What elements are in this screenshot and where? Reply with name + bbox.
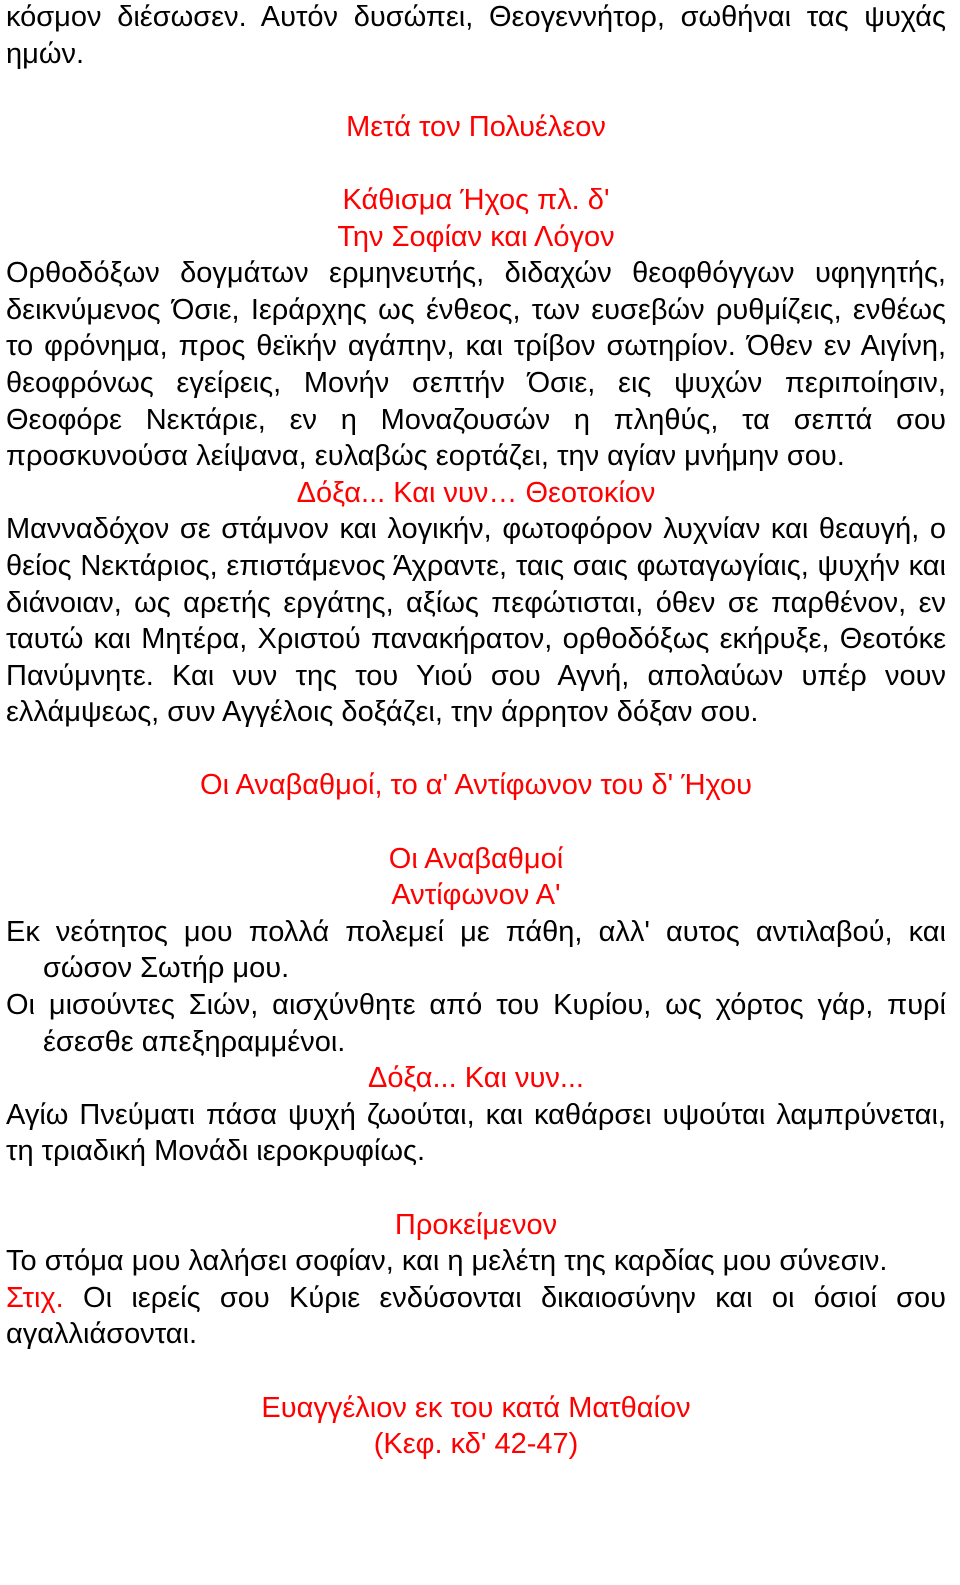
gospel-heading: Ευαγγέλιον εκ του κατά Ματθαίον bbox=[261, 1391, 691, 1424]
top-paragraph: κόσμον διέσωσεν. Αυτόν δυσώπει, Θεογεννήτορ, σωθήναι τας ψυχάς ημών. bbox=[6, 1, 946, 70]
kathisma-melody: Την Σοφίαν και Λόγον bbox=[337, 220, 615, 253]
gospel-reference: (Κεφ. κδ' 42-47) bbox=[373, 1428, 579, 1461]
spacer bbox=[6, 145, 946, 182]
stich-label: Στιχ. bbox=[6, 1281, 64, 1314]
antiphon-doxa-text: Αγίω Πνεύματι πάσα ψυχή ζωούται, και καθάρσει υψούται λαμπρύνεται, τη τριαδική Μονάδι ιεροκρυφίως. bbox=[6, 1098, 946, 1168]
spacer bbox=[6, 1353, 946, 1390]
doxa-kai-nyn-heading: Δόξα... Και νυν... bbox=[368, 1062, 584, 1095]
antiphon-verse-1: Εκ νεότητος μου πολλά πολεμεί με πάθη, αλλ' αυτος αντιλαβού, και σώσον Σωτήρ μου. bbox=[6, 915, 946, 985]
anavathmoi-heading: Οι Αναβαθμοί bbox=[388, 842, 564, 875]
document-page bbox=[6, 0, 946, 1463]
spacer bbox=[6, 731, 946, 768]
heading-after-polyeleos: Μετά τον Πολυέλεον bbox=[346, 110, 606, 143]
prokeimenon-heading: Προκείμενον bbox=[394, 1208, 558, 1241]
spacer bbox=[6, 804, 946, 841]
anavathmoi-title: Οι Αναβαθμοί, το α' Αντίφωνον του δ' Ήχου bbox=[200, 769, 752, 802]
theotokion-text: Μανναδόχον σε στάμνον και λογικήν, φωτοφόρον λυχνίαν και θεαυγή, ο θείος Νεκτάριος, επιστάμενος Άχραντε, ταις σαις φωταγωγίαις, ψυχήν και διάνοιαν, ως αρετής εργάτης, αξίως πεφώτισται, όθεν σε παρθένον, εν ταυτώ και Μητέρα, Χριστού πανακήρατον, ορθοδόξως εκήρυξε, Θεοτόκε Πανύμνητε. Και νυν της του Υιού σου Αγνή, απολαύων υπέρ νουν ελλάμψεως, συν Αγγέλοις δοξάζει, την άρρητον δόξαν σου. bbox=[6, 513, 946, 729]
prokeimenon-text: Το στόμα μου λαλήσει σοφίαν, και η μελέτη της καρδίας μου σύνεσιν. bbox=[6, 1245, 888, 1278]
doxa-theotokion-heading: Δόξα... Και νυν… Θεοτοκίον bbox=[296, 476, 656, 509]
antiphon-verse-2: Οι μισούντες Σιών, αισχύνθητε από του Κυρίου, ως χόρτος γάρ, πυρί έσεσθε απεξηραμμένοι. bbox=[6, 989, 946, 1058]
kathisma-heading: Κάθισμα Ήχος πλ. δ' bbox=[342, 183, 610, 216]
stich-paragraph bbox=[6, 1280, 946, 1353]
spacer bbox=[6, 72, 946, 109]
spacer bbox=[6, 1170, 946, 1207]
kathisma-text: Ορθοδόξων δογμάτων ερμηνευτής, διδαχών θεοφθόγγων υφηγητής, δεικνύμενος Όσιε, Ιεράρχης ως ένθεος, των ευσεβών ρυθμίζεις, ενθέως το φρόνημα, προς θεϊκήν αγάπην, και τρίβον σωτηρίον. Όθεν εν Αιγίνη, θεοφρόνως εγείρεις, Μονήν σεπτήν Όσιε, εις ψυχών περιποίησιν, Θεοφόρε Νεκτάριε, εν η Μοναζουσών η πληθύς, τα σεπτά σου προσκυνούσα λείψανα, ευλαβώς εορτάζει, την αγίαν μνήμην σου. bbox=[6, 257, 946, 473]
antiphon-heading: Αντίφωνον Α' bbox=[391, 879, 561, 912]
stich-text: Οι ιερείς σου Κύριε ενδύσονται δικαιοσύνην και οι όσιοί σου αγαλλιάσονται. bbox=[6, 1281, 946, 1351]
